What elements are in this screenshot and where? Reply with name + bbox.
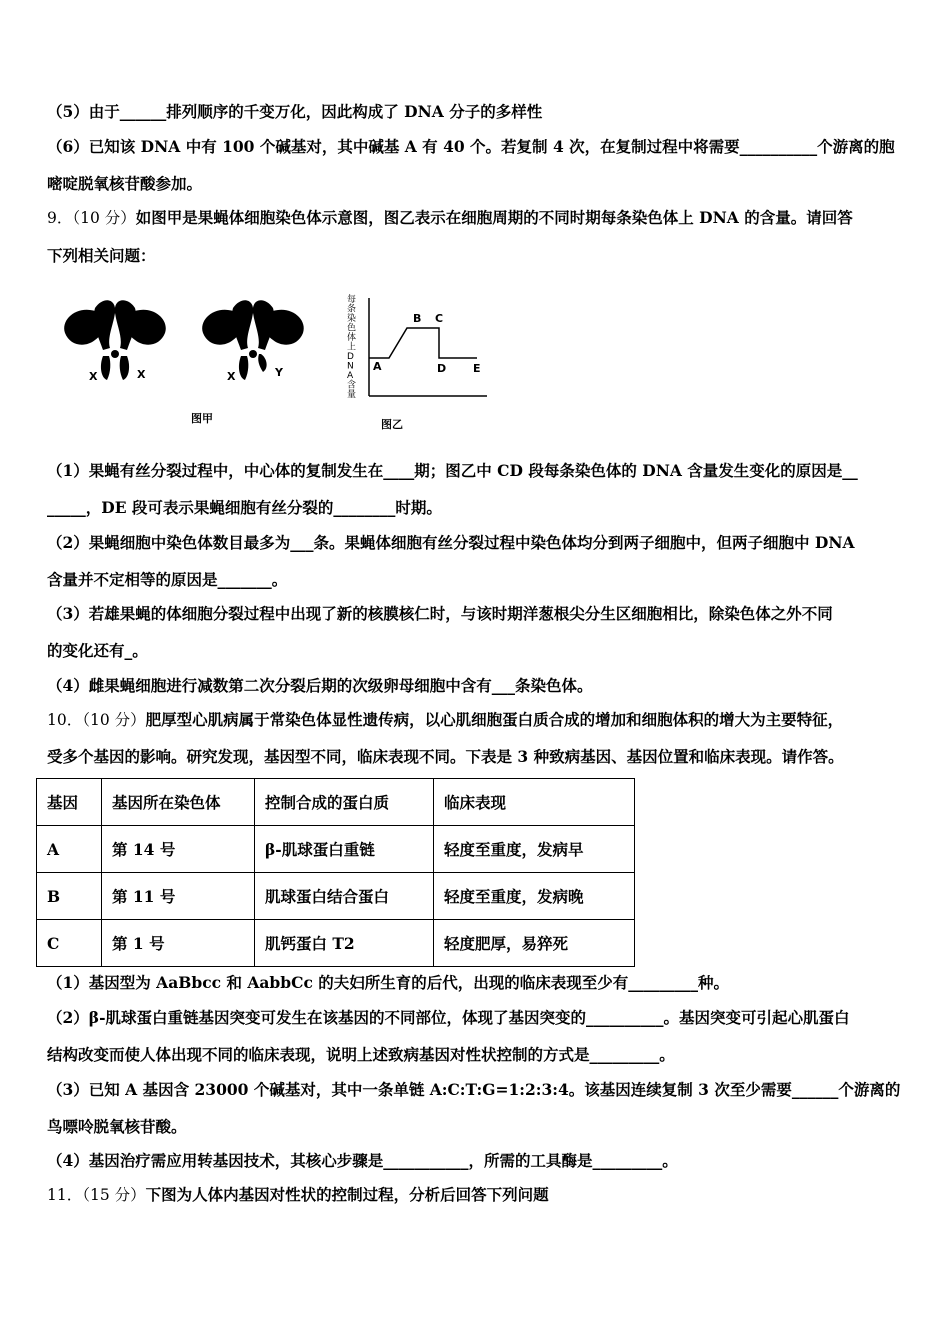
question-number: 11．（15 分） [47,1186,146,1204]
table-cell: 第 11 号 [102,873,255,920]
table-cell: 第 14 号 [102,826,255,873]
chromosome-diagram-2 [202,300,304,383]
figure-yi-caption: 图乙 [381,418,403,431]
chromosome-x-label: X [89,370,98,383]
text-line: 含量并不定相等的原因是_______。 [47,570,288,589]
graph-y-label-char: N [347,361,354,372]
graph-y-label-char: 上 [347,342,357,353]
table-header-row [37,779,635,826]
graph-y-label-char: 量 [347,390,357,400]
question-text: 下图为人体内基因对性状的控制过程，分析后回答下列问题 [145,1185,549,1204]
graph-point-label: A [373,360,382,373]
chromosome-diagram-1 [64,300,166,383]
graph-y-axis-label [347,293,356,400]
table-cell: B [37,873,102,920]
graph-y-label-char: A [347,371,354,381]
text-line: 鸟嘌呤脱氧核苷酸。 [47,1117,187,1136]
graph-y-label-char: 条 [347,304,357,315]
text-line: （3）若雄果蝇的体细胞分裂过程中出现了新的核膜核仁时，与该时期洋葱根尖分生区细胞相比，除染色体之外不同 [47,604,833,623]
text-line: _____，DE 段可表示果蝇细胞有丝分裂的________时期。 [47,498,442,517]
text-line: （4）雌果蝇细胞进行减数第二次分裂后期的次级卵母细胞中含有___条染色体。 [47,676,593,695]
graph-y-label-char: 体 [347,333,357,343]
table-cell: C [37,920,102,967]
question-text: 肥厚型心肌病属于常染色体显性遗传病，以心肌细胞蛋白质合成的增加和细胞体积的增大为主要特征， [145,710,844,729]
text-line: （1）基因型为 AaBbcc 和 AabbCc 的夫妇所生育的后代，出现的临床表现至少有_________种。 [47,973,730,992]
dna-content-graph [347,293,487,431]
dna-content-curve [369,328,477,358]
chromosome-x-label: X [137,368,146,381]
table-header-cell: 临床表现 [434,779,635,826]
question-9-line [47,208,907,228]
table-cell: 轻度至重度，发病晚 [434,873,635,920]
chromosome-y-label: Y [275,366,283,379]
question-text: 如图甲是果蝇体细胞染色体示意图，图乙表示在细胞周期的不同时期每条染色体上 DNA 的含量。请回答 [135,208,853,227]
graph-point-label: B [413,312,422,325]
graph-point-label: E [473,362,481,375]
text-line: （1）果蝇有丝分裂过程中，中心体的复制发生在____期；图乙中 CD 段每条染色体的 DNA 含量发生变化的原因是__ [47,461,858,480]
text-line: （6）已知该 DNA 中有 100 个碱基对，其中碱基 A 有 40 个。若复制 4 次，在复制过程中将需要__________个游离的胞 [47,137,895,156]
text-line: 结构改变而使人体出现不同的临床表现，说明上述致病基因对性状控制的方式是_________。 [47,1045,675,1064]
table-cell: 第 1 号 [102,920,255,967]
table-cell: 轻度至重度，发病早 [434,826,635,873]
table-cell: 肌钙蛋白 T2 [255,920,434,967]
text-line: （4）基因治疗需应用转基因技术，其核心步骤是___________，所需的工具酶是_________。 [47,1151,678,1170]
table-cell: A [37,826,102,873]
graph-y-label-char: 含 [347,380,357,391]
text-line: （5）由于______排列顺序的千变万化，因此构成了 DNA 分子的多样性 [47,102,543,121]
table-header-cell: 控制合成的蛋白质 [255,779,434,826]
figure-jia-caption: 图甲 [191,412,213,425]
table-cell: 轻度肥厚，易猝死 [434,920,635,967]
gene-table [36,778,635,967]
table-row [37,873,635,920]
graph-y-label-char: 染 [347,314,357,324]
text-line: （2）果蝇细胞中染色体数目最多为___条。果蝇体细胞有丝分裂过程中染色体均分到两子细胞中，但两子细胞中 DNA [47,533,855,552]
figure-chromosome-and-graph [55,288,495,438]
table-cell: β-肌球蛋白重链 [255,826,434,873]
graph-y-label-char: 每 [347,295,357,305]
graph-y-label-char: 色 [347,323,357,334]
graph-point-label: D [437,362,447,375]
table-header-cell: 基因所在染色体 [102,779,255,826]
question-number: 10．（10 分） [47,711,146,729]
text-line: 的变化还有_。 [47,641,148,660]
table-row [37,920,635,967]
chromosome-x-label: X [227,370,236,383]
table-row [37,826,635,873]
text-line: 下列相关问题： [47,246,156,265]
question-11-line [47,1185,907,1205]
graph-point-label: C [435,312,444,325]
table-header-cell: 基因 [37,779,102,826]
text-line: （3）已知 A 基因含 23000 个碱基对，其中一条单链 A:C:T:G=1:2:3:4。该基因连续复制 3 次至少需要______个游离的 [47,1080,901,1099]
text-line: 嘧啶脱氧核苷酸参加。 [47,174,203,193]
question-number: 9．（10 分） [47,209,136,227]
question-10-line [47,710,907,730]
text-line: （2）β-肌球蛋白重链基因突变可发生在该基因的不同部位，体现了基因突变的__________。基因突变可引起心肌蛋白 [47,1008,850,1027]
table-cell: 肌球蛋白结合蛋白 [255,873,434,920]
graph-y-label-char: D [347,352,354,362]
text-line: 受多个基因的影响。研究发现，基因型不同，临床表现不同。下表是 3 种致病基因、基因位置和临床表现。请作答。 [47,747,844,766]
